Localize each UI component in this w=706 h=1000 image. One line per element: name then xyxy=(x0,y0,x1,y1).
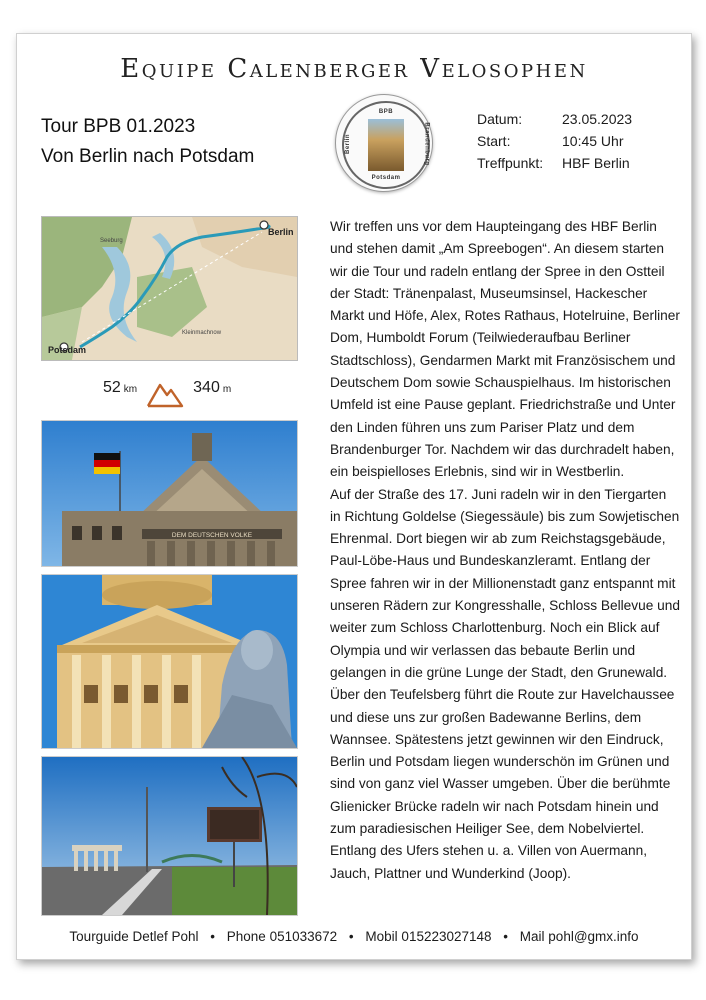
detail-value: 10:45 Uhr xyxy=(562,133,624,149)
map-label-berlin: Berlin xyxy=(268,227,294,237)
footer-separator: • xyxy=(503,929,509,944)
reichstag-inscription: DEM DEUTSCHEN VOLKE xyxy=(171,532,253,539)
detail-row-date xyxy=(477,108,632,130)
elevation-mountain-icon xyxy=(145,379,185,409)
detail-row-meeting-point xyxy=(477,152,632,174)
distance-unit: km xyxy=(123,384,138,395)
flyer-sheet xyxy=(16,33,692,960)
footer-guide: Tourguide Detlef Pohl xyxy=(69,929,199,944)
description-paragraph-1: Wir treffen uns vor dem Haupteingang des HBF Berlin und stehen damit „Am Spreebogen“. An diesem starten wir die Tour und radeln entlang der Spree in den Ostteil der Stadt: Tränenpalast, Museumsinsel, Hackescher Markt und Höfe, Alex, Rotes Rathaus, Hotelruine, Berliner Dom, Humboldt Forum (Teilwiederaufbau Berliner Stadtschloss), Gendarmen Markt mit Französischem und Deutschem Dom sowie Schauspielhaus. Im historischen Umfeld ist eine Pause geplant. Friedrichstraße und Unter den Linden führen uns zum Pariser Platz und dem Brandenburger Tor. Nachdem wir das durchradelt haben, ein beispielloses Erlebnis, sind wir in Westberlin. xyxy=(330,219,680,480)
page-title: Equipe Calenberger Velosophen xyxy=(120,54,588,84)
footer-separator: • xyxy=(348,929,354,944)
description-paragraph-2: Auf der Straße des 17. Juni radeln wir in den Tiergarten in Richtung Goldelse (Siegessäule) bis zum Sowjetischen Ehrenmal. Dort biegen wir ab zum Reichstagsgebäude, Paul-Löbe-Haus und Bundeskanzleramt. Entlang der Spree fahren wir in der Millionenstadt ganz entspannt mit unseren Rädern zur Kongresshalle, Schloss Bellevue und weiter zum Schloss Charlottenburg. Noch ein Blick auf Olympia und wir verlassen das bebaute Berlin und gelangen in die grüne Lunge der Stadt, den Grunewald. Über den Teufelsberg führt die Route zur Havelchaussee und diese uns zur großen Badewanne Berlins, dem Wannsee. Spätestens jetzt gewinnen wir den Eindruck, Berlin und Potsdam liegen wunderschön im Grünen und sind von ganz viel Wasser umgeben. Über die berühmte Glienicker Brücke radeln wir nach Potsdam hinein und zum paradiesischen Heiliger See, dem Nobelviertel. Entlang des Ufers stehen u. a. Villen von Auermann, Jauch, Plattner und Wunderkind (Joop). xyxy=(330,486,681,881)
logo-text-bottom: Potsdam xyxy=(371,175,401,181)
footer-mobile: Mobil 015223027148 xyxy=(365,929,492,944)
detail-value: 23.05.2023 xyxy=(562,111,633,127)
photo-glienicker-bridge xyxy=(41,756,298,916)
route-map xyxy=(41,216,298,361)
footer-mail: Mail pohl@gmx.info xyxy=(519,929,639,944)
logo-ring xyxy=(342,101,430,189)
tour-id: Tour BPB 01.2023 xyxy=(41,116,196,137)
logo-tower-image xyxy=(368,119,404,171)
map-label-potsdam: Potsdam xyxy=(48,345,87,355)
photo-reichstag xyxy=(41,420,298,567)
tour-stats xyxy=(103,379,231,409)
tour-details xyxy=(477,108,632,174)
detail-label: Datum: xyxy=(477,111,523,127)
gendarmenmarkt-image xyxy=(42,575,297,748)
glienicker-bridge-image xyxy=(42,757,297,915)
photo-gendarmenmarkt xyxy=(41,574,298,749)
detail-label: Start: xyxy=(477,133,511,149)
tour-description xyxy=(330,216,680,885)
distance-value: 52 xyxy=(103,379,121,396)
elevation-unit: m xyxy=(222,384,232,395)
logo-text-left: Berlin xyxy=(345,133,352,155)
detail-value: HBF Berlin xyxy=(562,155,630,171)
elevation-value: 340 xyxy=(193,379,220,396)
logo-text-top: BPB xyxy=(378,109,394,115)
tour-heading xyxy=(41,112,254,172)
detail-row-start xyxy=(477,130,632,152)
map-label-seeburg: Seeburg xyxy=(100,238,123,244)
map-label-kleinmachnow: Kleinmachnow xyxy=(182,330,222,336)
logo-text-right: Brandenburg xyxy=(423,122,430,166)
footer-separator: • xyxy=(210,929,216,944)
tour-name: Von Berlin nach Potsdam xyxy=(41,146,255,167)
contact-footer xyxy=(17,929,691,944)
route-map-graphic xyxy=(42,217,297,360)
detail-label: Treffpunkt: xyxy=(477,155,544,171)
reichstag-image xyxy=(42,421,297,566)
footer-phone: Phone 051033672 xyxy=(226,929,338,944)
club-logo xyxy=(335,94,433,192)
